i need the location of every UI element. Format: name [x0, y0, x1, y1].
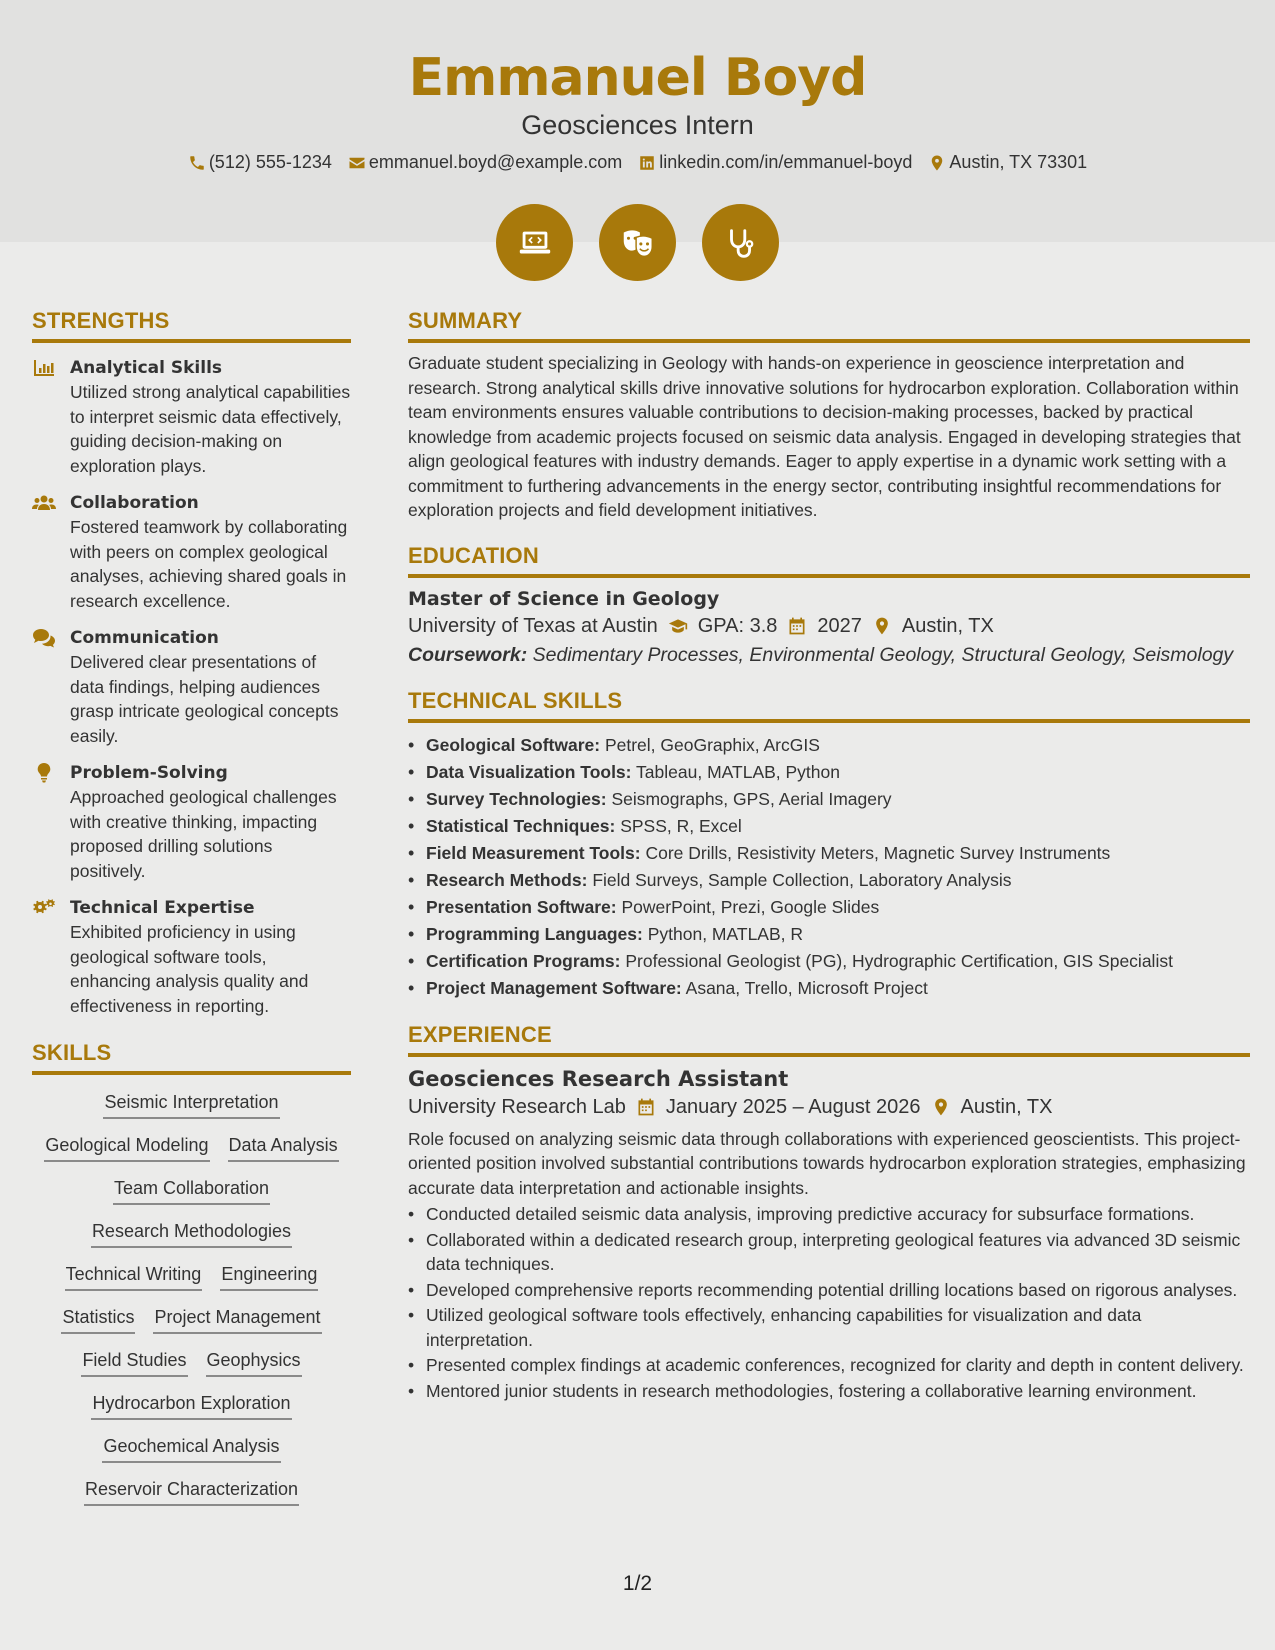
contact-bar [0, 152, 1275, 173]
job-bullets [408, 1202, 1250, 1403]
candidate-role: Geosciences Intern [521, 110, 754, 140]
organization: University Research Lab [408, 1095, 626, 1118]
candidate-name: Emmanuel Boyd [408, 48, 867, 108]
strength-item [32, 491, 351, 613]
education-location: Austin, TX [901, 614, 994, 637]
job-location: Austin, TX [960, 1095, 1053, 1118]
strength-desc: Delivered clear presentations of data findings, helping audiences grasp intricate geological concepts easily. [70, 652, 339, 746]
job-description: Role focused on analyzing seismic data through collaborations with experienced geoscientists. This project-oriented position involved substantial contributions towards hydrocarbon exploration strategies, emphasizing accurate data interpretation and actionable insights. [408, 1128, 1246, 1198]
list-item: • Developed comprehensive reports recommending potential drilling locations based on rigorous analyses. [408, 1278, 1250, 1303]
list-item: • Project Management Software: Asana, Trello, Microsoft Project [408, 975, 1250, 1002]
users-icon [32, 493, 56, 513]
skill-tag: Reservoir Characterization [36, 1476, 347, 1506]
linkedin-icon [638, 154, 656, 172]
strength-item [32, 356, 351, 478]
summary-heading: SUMMARY [408, 308, 1250, 343]
job-dates: January 2025 – August 2026 [665, 1095, 921, 1118]
strength-desc: Utilized strong analytical capabilities to interpret seismic data effectively, guiding decision-making on exploration plays. [70, 382, 351, 476]
calendar-icon [787, 616, 807, 636]
coursework [408, 643, 1250, 668]
education-heading: EDUCATION [408, 543, 1250, 578]
right-column [408, 308, 1250, 1404]
education-meta [408, 615, 1250, 638]
left-column [32, 308, 351, 1506]
list-item: • Research Methods: Field Surveys, Sample Collection, Laboratory Analysis [408, 867, 1250, 894]
skill-tag: Statistics [61, 1304, 135, 1334]
strength-title: Technical Expertise [70, 898, 255, 918]
theater-masks-icon [619, 224, 657, 262]
calendar-icon [636, 1097, 656, 1117]
strengths-heading: STRENGTHS [32, 308, 351, 343]
strength-item [32, 626, 351, 748]
list-item: • Collaborated within a dedicated research group, interpreting geological features via advanced 3D seismic data techniques. [408, 1228, 1250, 1277]
coursework-label: Coursework: [408, 643, 528, 666]
list-item: • Conducted detailed seismic data analysis, improving predictive accuracy for subsurface formations. [408, 1202, 1250, 1227]
degree-title: Master of Science in Geology [408, 587, 720, 610]
phone-icon [188, 154, 206, 172]
contact-email[interactable] [348, 152, 622, 173]
strength-desc: Exhibited proficiency in using geological software tools, enhancing analysis quality and effectiveness in reporting. [70, 922, 309, 1016]
list-item: • Certification Programs: Professional Geologist (PG), Hydrographic Certification, GIS Specialist [408, 948, 1250, 975]
stethoscope-badge [702, 204, 779, 281]
skill-tag: Geophysics [206, 1347, 302, 1377]
strength-item [32, 761, 351, 883]
job-meta [408, 1096, 1250, 1119]
contact-location [928, 152, 1087, 173]
strength-title: Problem-Solving [70, 763, 228, 783]
page-number: 1/2 [622, 1572, 653, 1595]
technical-skills-list [408, 732, 1250, 1002]
laptop-code-badge [496, 204, 573, 281]
email-text: emmanuel.boyd@example.com [368, 152, 623, 172]
list-item: • Mentored junior students in research methodologies, fostering a collaborative learning environment. [408, 1379, 1250, 1404]
skill-tag: Seismic Interpretation [36, 1089, 347, 1119]
skill-tag: Project Management [153, 1304, 321, 1334]
contact-linkedin[interactable] [638, 152, 912, 173]
strength-title: Analytical Skills [70, 358, 223, 378]
location-text: Austin, TX 73301 [949, 152, 1088, 172]
linkedin-text: linkedin.com/in/emmanuel-boyd [659, 152, 913, 172]
skill-tag: Team Collaboration [36, 1175, 347, 1205]
skill-tag: Field Studies [81, 1347, 187, 1377]
gpa: GPA: 3.8 [697, 614, 778, 637]
skills-heading: SKILLS [32, 1040, 351, 1075]
list-item: • Geological Software: Petrel, GeoGraphix, ArcGIS [408, 732, 1250, 759]
strength-desc: Fostered teamwork by collaborating with peers on complex geological analyses, achieving shared goals in research excellence. [70, 517, 348, 611]
strength-desc: Approached geological challenges with creative thinking, impacting proposed drilling solutions positively. [70, 787, 337, 881]
list-item: • Presentation Software: PowerPoint, Prezi, Google Slides [408, 894, 1250, 921]
map-marker-icon [931, 1097, 951, 1117]
skill-tag: Engineering [220, 1261, 318, 1291]
strength-title: Collaboration [70, 493, 199, 513]
technical-skills-heading: TECHNICAL SKILLS [408, 688, 1250, 723]
cogs-icon [32, 898, 56, 918]
strength-title: Communication [70, 628, 219, 648]
graduation-cap-icon [668, 616, 688, 636]
comments-icon [32, 628, 56, 648]
envelope-icon [348, 154, 366, 172]
map-marker-icon [872, 616, 892, 636]
coursework-list: Sedimentary Processes, Environmental Geology, Structural Geology, Seismology [532, 643, 1234, 666]
skills-cloud [32, 1089, 351, 1506]
skill-tag: Hydrocarbon Exploration [36, 1390, 347, 1420]
map-marker-icon [928, 154, 946, 172]
list-item: • Utilized geological software tools effectively, enhancing capabilities for visualization and data interpretation. [408, 1303, 1250, 1352]
strength-item [32, 896, 351, 1018]
theater-masks-badge [599, 204, 676, 281]
lightbulb-icon [32, 763, 56, 783]
list-item: • Data Visualization Tools: Tableau, MATLAB, Python [408, 759, 1250, 786]
contact-phone[interactable] [188, 152, 332, 173]
job-title: Geosciences Research Assistant [408, 1066, 789, 1091]
skill-tag: Data Analysis [228, 1132, 339, 1162]
skill-tag: Technical Writing [65, 1261, 203, 1291]
list-item: • Statistical Techniques: SPSS, R, Excel [408, 813, 1250, 840]
experience-heading: EXPERIENCE [408, 1022, 1250, 1057]
list-item: • Programming Languages: Python, MATLAB, R [408, 921, 1250, 948]
chart-icon [32, 358, 56, 378]
summary-text: Graduate student specializing in Geology with hands-on experience in geoscience interpretation and research. Strong analytical skills drive innovative solutions for hydrocarbon exploration. Collaboration within team environments ensures valuable contributions to decision-making processes, backed by practical knowledge from academic projects focused on seismic data analysis. Engaged in developing strategies that align geological features with industry demands. Eager to apply expertise in a dynamic work setting with a commitment to furthering advancements in the energy sector, contributing insightful recommendations for exploration projects and field development initiatives. [408, 353, 1241, 520]
phone-text: (512) 555-1234 [208, 152, 332, 172]
list-item: • Presented complex findings at academic conferences, recognized for clarity and depth in content delivery. [408, 1353, 1250, 1378]
laptop-code-icon [516, 224, 554, 262]
list-item: • Survey Technologies: Seismographs, GPS, Aerial Imagery [408, 786, 1250, 813]
skill-tag: Geological Modeling [44, 1132, 209, 1162]
hobby-icons [0, 204, 1275, 281]
skill-tag: Research Methodologies [36, 1218, 347, 1248]
grad-year: 2027 [817, 614, 862, 637]
skill-tag: Geochemical Analysis [36, 1433, 347, 1463]
school-name: University of Texas at Austin [408, 614, 658, 637]
stethoscope-icon [722, 224, 760, 262]
list-item: • Field Measurement Tools: Core Drills, Resistivity Meters, Magnetic Survey Instruments [408, 840, 1250, 867]
